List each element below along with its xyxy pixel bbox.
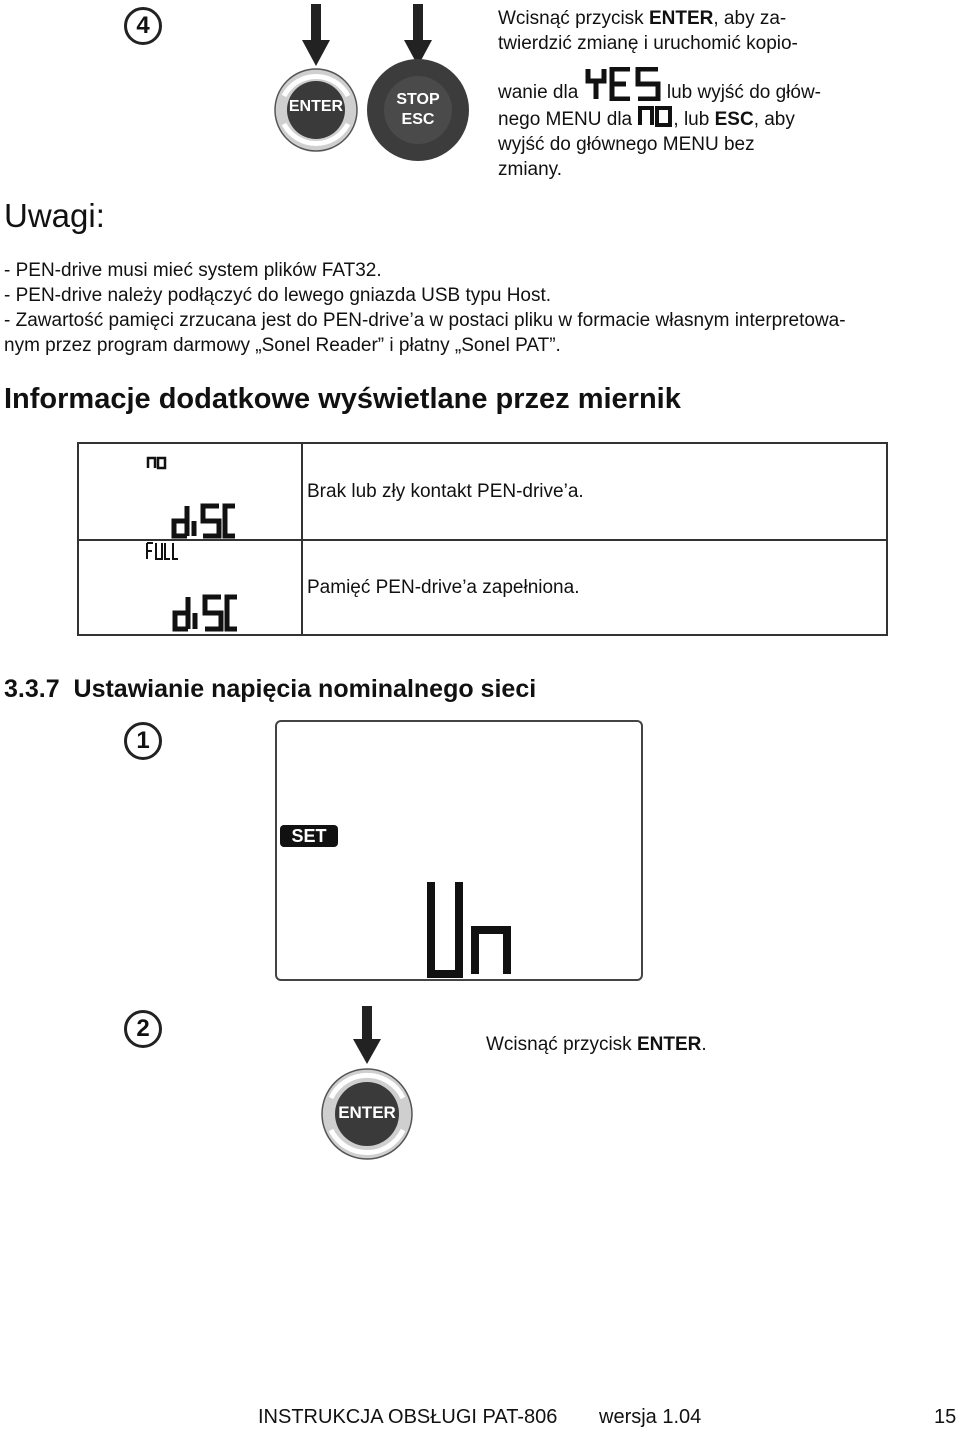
lcd-un-icon bbox=[425, 880, 515, 980]
enter-keyword: ENTER bbox=[636, 1034, 702, 1055]
lcd-yes-icon bbox=[584, 67, 662, 101]
description-cell bbox=[302, 540, 887, 635]
info-table bbox=[77, 442, 888, 636]
stop-esc-button-icon bbox=[366, 58, 470, 162]
text: lub wyjść do głów- bbox=[661, 82, 822, 103]
step-number-badge: 4 bbox=[124, 7, 162, 45]
esc-keyword: ESC bbox=[714, 109, 754, 130]
text: , aby za- bbox=[713, 8, 787, 29]
lcd-cell bbox=[78, 540, 302, 635]
footer-title: INSTRUKCJA OBSŁUGI PAT-806 bbox=[258, 1406, 558, 1428]
text: nego MENU dla bbox=[498, 109, 633, 130]
text: . bbox=[701, 1034, 707, 1055]
description-text: Pamięć PEN-drive’a zapełniona. bbox=[307, 576, 580, 598]
note-item: - PEN-drive należy podłączyć do lewego gniazda USB typu Host. bbox=[4, 285, 552, 306]
text: , aby bbox=[753, 109, 795, 130]
down-arrow-icon bbox=[300, 4, 332, 68]
section-heading bbox=[4, 674, 536, 704]
text: wanie dla bbox=[498, 82, 579, 103]
enter-button-label: ENTER bbox=[288, 98, 344, 115]
text: , lub bbox=[673, 109, 715, 130]
note-item: - PEN-drive musi mieć system plików FAT32. bbox=[4, 260, 382, 281]
text: Wcisnąć przycisk bbox=[486, 1034, 637, 1055]
esc-label: ESC bbox=[401, 111, 435, 128]
table-row bbox=[78, 540, 887, 635]
notes-list bbox=[4, 258, 956, 358]
info-heading: Informacje dodatkowe wyświetlane przez miernik bbox=[4, 383, 681, 415]
text: Wcisnąć przycisk bbox=[498, 8, 649, 29]
set-badge: SET bbox=[280, 825, 338, 847]
enter-button-label: ENTER bbox=[338, 1103, 396, 1122]
footer-version: wersja 1.04 bbox=[599, 1406, 702, 1428]
lcd-cell bbox=[78, 443, 302, 540]
text: wyjść do głównego MENU bez bbox=[498, 134, 755, 155]
text: zmiany. bbox=[498, 159, 563, 180]
down-arrow-icon bbox=[351, 1006, 383, 1066]
note-item: nym przez program darmowy „Sonel Reader” i płatny „Sonel PAT”. bbox=[4, 335, 561, 356]
section-title: Ustawianie napięcia nominalnego sieci bbox=[73, 675, 537, 703]
lcd-yes-text: YES bbox=[583, 67, 586, 68]
note-item: - Zawartość pamięci zrzucana jest do PEN-drive’a w postaci pliku w formacie własnym interpretowa- bbox=[4, 310, 846, 331]
table-row bbox=[78, 443, 887, 540]
step-number-badge: 1 bbox=[124, 722, 162, 760]
section-number: 3.3.7 bbox=[4, 675, 60, 703]
description-text: Brak lub zły kontakt PEN-drive’a. bbox=[307, 480, 584, 502]
notes-title: Uwagi: bbox=[4, 197, 105, 234]
stop-label: STOP bbox=[396, 91, 440, 108]
description-cell bbox=[302, 443, 887, 540]
lcd-full-disc-icon bbox=[79, 541, 301, 634]
lcd-no-disc-icon bbox=[79, 444, 301, 539]
step2-text bbox=[486, 1032, 707, 1057]
page-number: 15 bbox=[934, 1406, 957, 1428]
step-number-badge: 2 bbox=[124, 1010, 162, 1048]
lcd-no-icon bbox=[637, 105, 673, 127]
step4-text bbox=[498, 6, 838, 182]
enter-keyword: ENTER bbox=[648, 8, 714, 29]
text: twierdzić zmianę i uruchomić kopio- bbox=[498, 33, 798, 54]
